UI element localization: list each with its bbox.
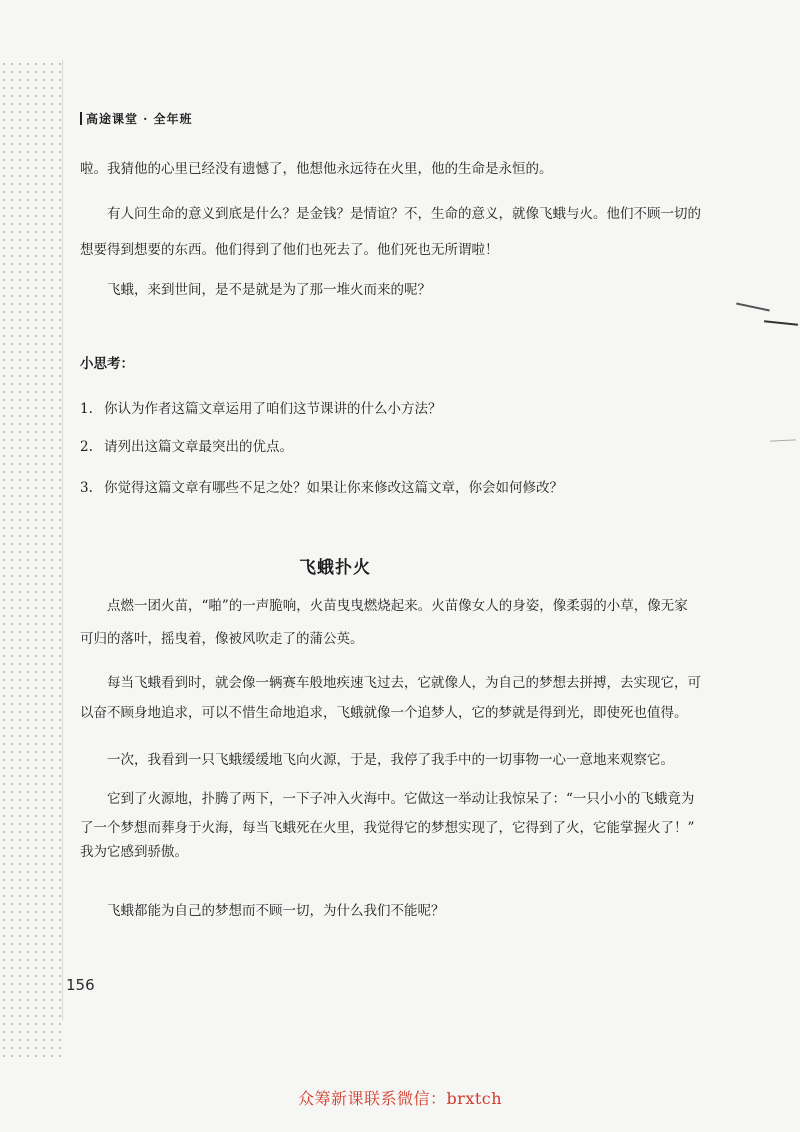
text-line: 可归的落叶，摇曳着，像被风吹走了的蒲公英。 <box>80 631 364 647</box>
text-line: 啦。我猜他的心里已经没有遗憾了，他想他永远待在火里，他的生命是永恒的。 <box>80 161 553 177</box>
header-text: 高途课堂 · 全年班 <box>86 112 193 126</box>
essay-paragraph-1 <box>80 593 700 653</box>
essay-paragraph-4 <box>80 786 700 866</box>
text-line: 以奋不顾身地追求，可以不惜生命地追求，飞蛾就像一个追梦人，它的梦就是得到光，即使死也值得。 <box>80 705 688 721</box>
page-number: 156 <box>66 976 95 994</box>
question-number: 1. <box>80 401 93 417</box>
header-bar <box>80 112 82 125</box>
question-1 <box>80 397 442 417</box>
essay-paragraph-3 <box>80 747 700 774</box>
text-line: 点燃一团火苗，“啪”的一声脆响，火苗曳曳燃烧起来。火苗像女人的身姿，像柔弱的小草，像无家 <box>107 598 688 614</box>
question-text: 你觉得这篇文章有哪些不足之处？如果让你来修改这篇文章，你会如何修改？ <box>104 480 563 496</box>
text-line: 飞蛾都能为自己的梦想而不顾一切，为什么我们不能呢？ <box>107 903 445 919</box>
scan-mark <box>764 320 798 326</box>
text-line: 一次，我看到一只飞蛾缓缓地飞向火源，于是，我停了我手中的一切事物一心一意地来观察它。 <box>107 752 674 768</box>
question-text: 你认为作者这篇文章运用了咱们这节课讲的什么小方法？ <box>104 401 442 417</box>
prev-paragraph-3 <box>80 277 700 304</box>
text-line: 了一个梦想而葬身于火海，每当飞蛾死在火里，我觉得它的梦想实现了，它得到了火，它能掌握火了！” <box>80 820 695 836</box>
reflection-title: 小思考： <box>80 356 134 372</box>
watermark-text: 众筹新课联系微信：brxtch <box>297 1089 503 1108</box>
question-3 <box>80 476 563 496</box>
text-line: 想要得到想要的东西。他们得到了他们也死去了。他们死也无所谓啦！ <box>80 242 499 258</box>
text-line: 每当飞蛾看到时，就会像一辆赛车般地疾速飞过去，它就像人，为自己的梦想去拼搏，去实现它，可 <box>107 675 701 691</box>
question-text: 请列出这篇文章最突出的优点。 <box>104 439 293 455</box>
question-number: 2. <box>80 439 93 455</box>
essay-paragraph-5 <box>80 898 700 925</box>
text-line: 我为它感到骄傲。 <box>80 844 188 860</box>
prev-paragraph-2 <box>80 201 700 264</box>
scan-mark <box>770 439 796 441</box>
question-number: 3. <box>80 480 93 496</box>
margin-rule <box>62 60 63 1020</box>
running-header <box>80 110 193 127</box>
scan-mark <box>736 302 770 311</box>
text-line: 飞蛾，来到世间，是不是就是为了那一堆火而来的呢？ <box>107 282 431 298</box>
prev-paragraph-1 <box>80 156 700 183</box>
essay-paragraph-2 <box>80 670 700 727</box>
text-line: 有人问生命的意义到底是什么？是金钱？是情谊？不，生命的意义，就像飞蛾与火。他们不顾一切的 <box>107 206 701 222</box>
text-line: 它到了火源地，扑腾了两下，一下子冲入火海中。它做这一举动让我惊呆了：“一只小小的飞蛾竟为 <box>107 791 695 807</box>
essay-title: 飞蛾扑火 <box>299 558 371 578</box>
question-2 <box>80 435 293 455</box>
